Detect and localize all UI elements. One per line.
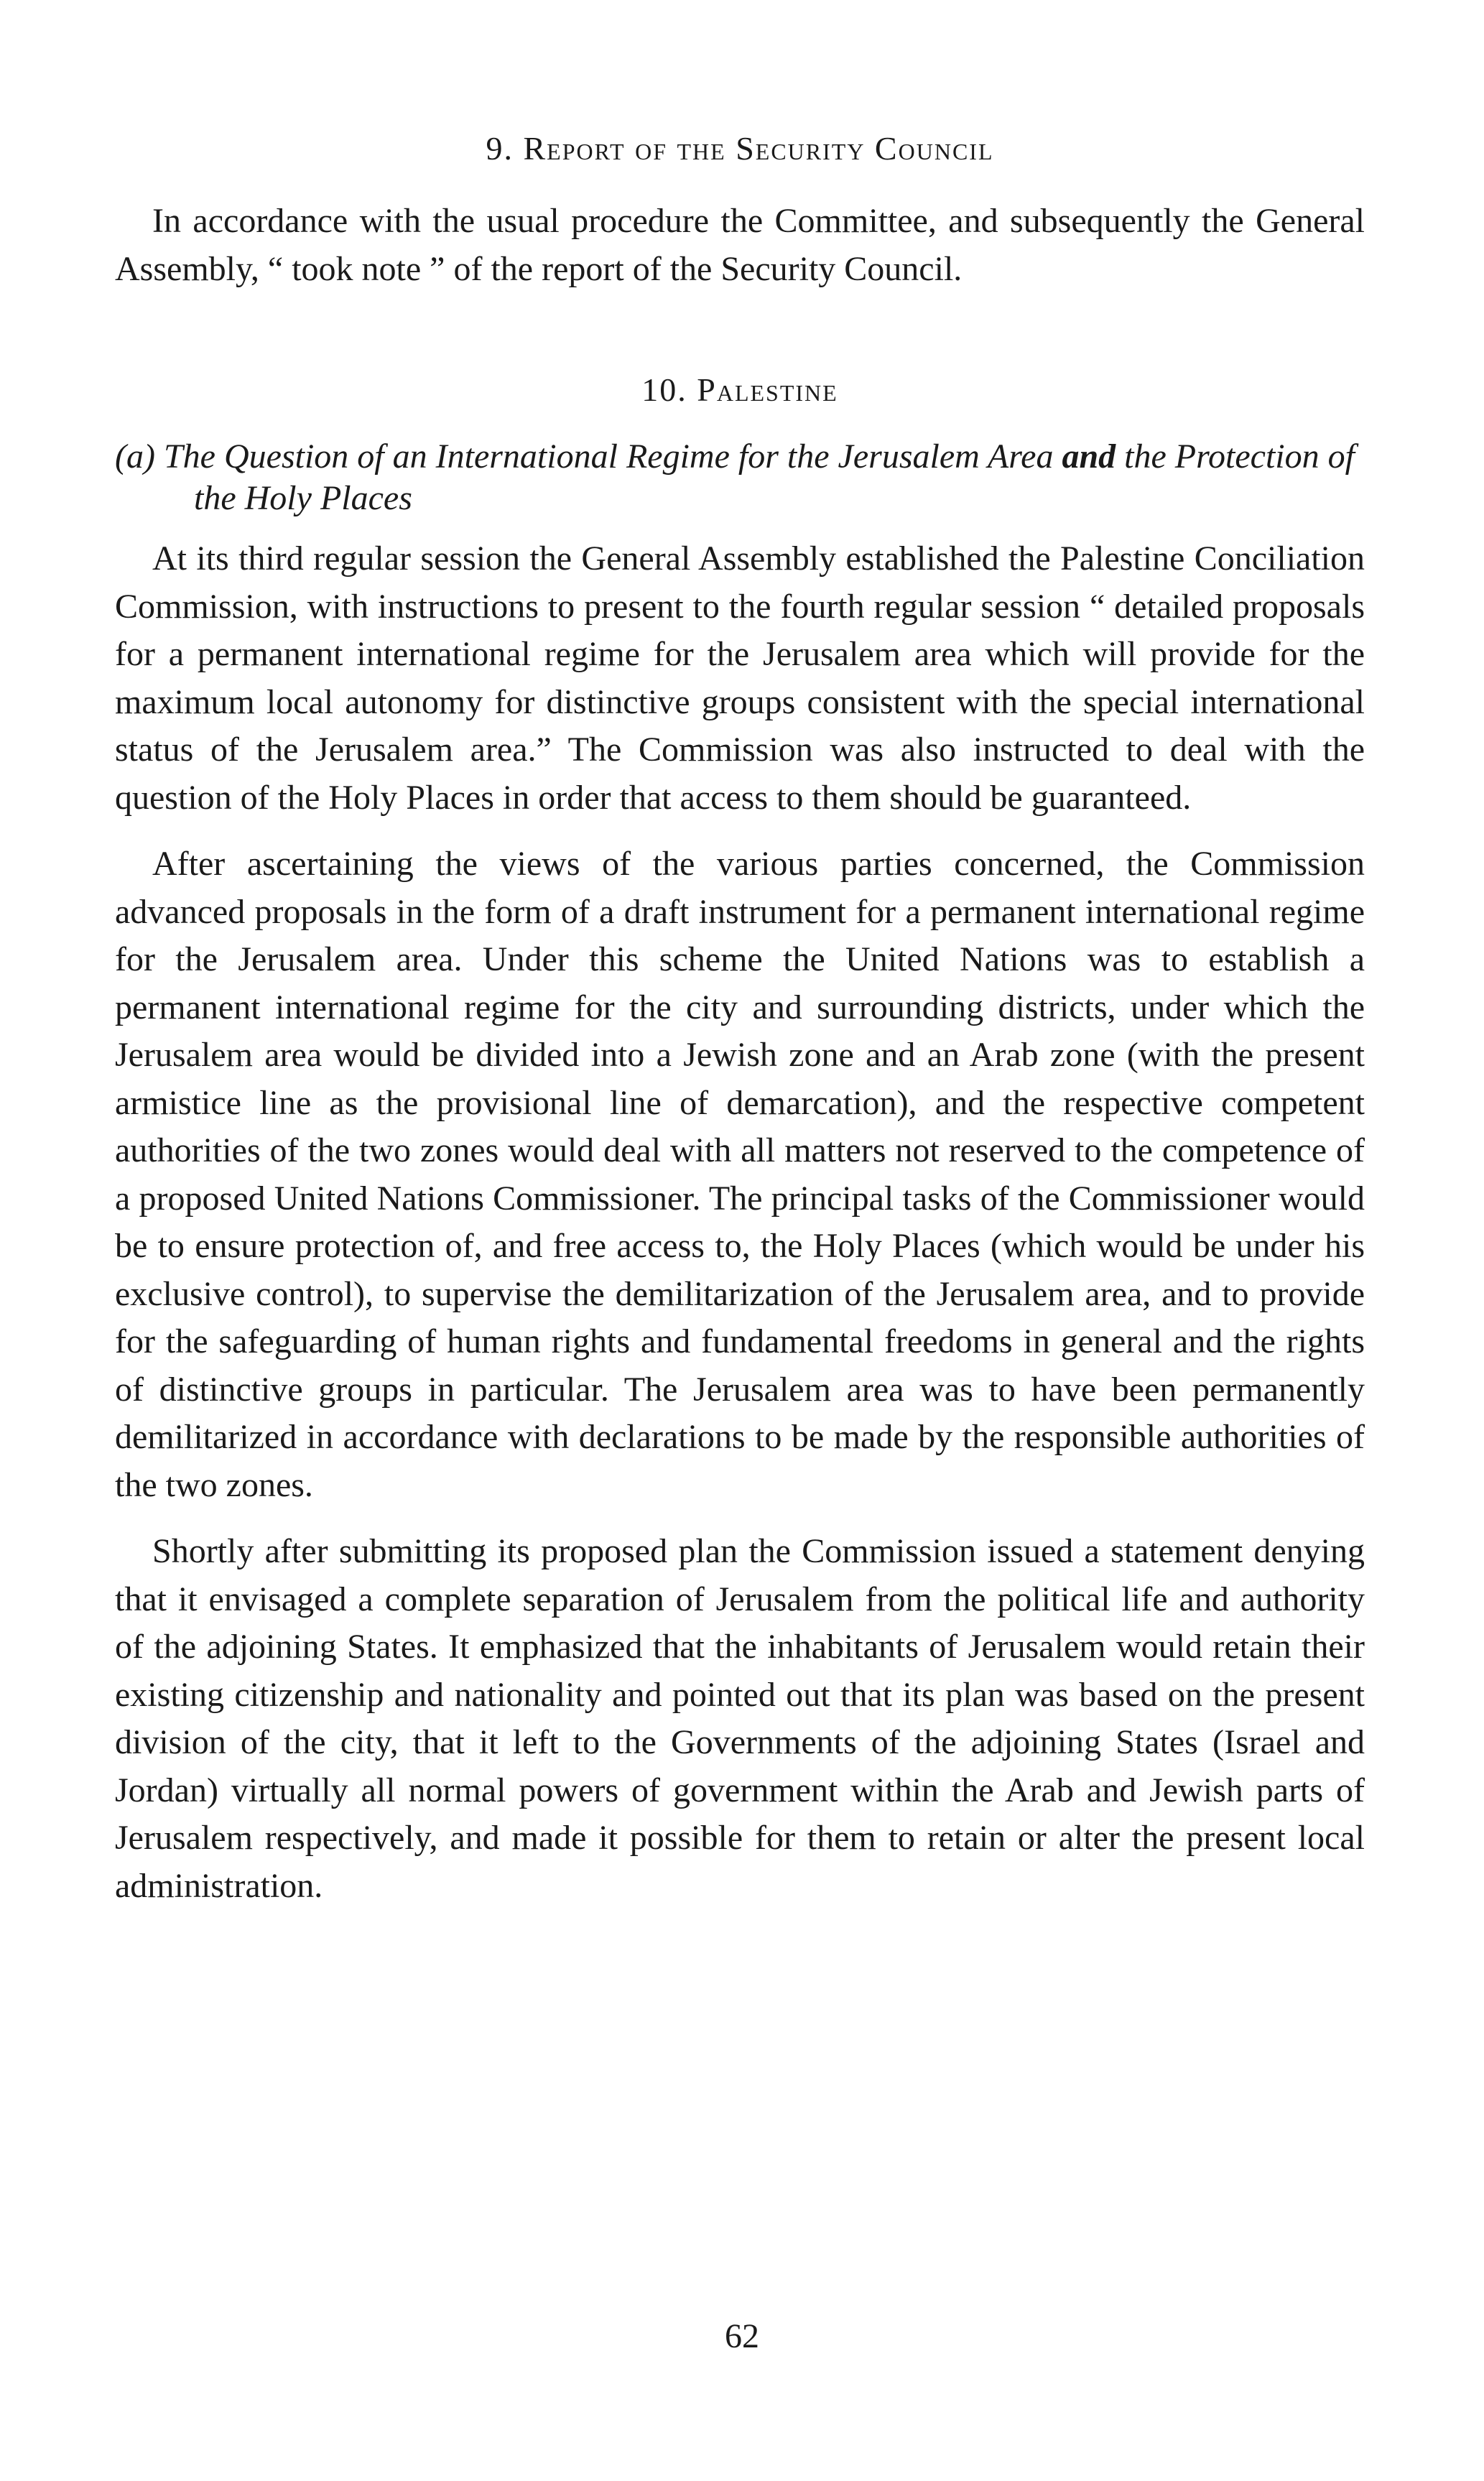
section-title: Palestine — [697, 371, 838, 408]
section-number: 9. — [486, 130, 514, 167]
subsection-title-part1: The Question of an International Regime for the Jerusalem Area — [163, 437, 1054, 476]
document-page — [115, 122, 1365, 1910]
section-heading-palestine — [115, 371, 1365, 409]
body-paragraph: At its third regular session the General Assembly established the Palestine Conciliation Commission, with instructions to present to the fourth regular session “ detailed proposals for a permanent international regime for the Jerusalem area which will provide for the maximum local autonomy for distinctive groups consistent with the special international status of the Jerusalem area.” The Commission was also instructed to deal with the question of the Holy Places in order that access to them should be guaranteed. — [115, 539, 1365, 817]
report-paragraph: In accordance with the usual procedure the Committee, and subsequently the General Assembly, “ took note ” of the report of the Security Council. — [115, 202, 1365, 288]
subsection-heading — [115, 436, 1365, 519]
section-heading-report — [115, 129, 1365, 167]
section-number: 10. — [641, 371, 687, 408]
subsection-label: (a) — [115, 437, 155, 476]
page-number: 62 — [725, 2317, 759, 2355]
body-paragraph: After ascertaining the views of the various parties concerned, the Commission advanced proposals in the form of a draft instrument for a permanent international regime for the Jerusalem area. Under this scheme the United Nations was to establish a permanent international regime for the city and surrounding districts, under which the Jerusalem area would be divided into a Jewish zone and an Arab zone (with the present armistice line as the provisional line of demarcation), and the respective competent authorities of the two zones would deal with all matters not reserved to the competence of a proposed United Nations Commissioner. The principal tasks of the Commissioner would be to ensure protection of, and free access to, the Holy Places (which would be under his exclusive control), to supervise the demilitarization of the Jerusalem area, and to provide for the safeguarding of human rights and fundamental freedoms in general and the rights of distinctive groups in particular. The Jerusalem area was to have been permanently demilitarized in accordance with declarations to be made by the responsible authorities of the two zones. — [115, 845, 1365, 1504]
section-title: Report of the Security Council — [523, 130, 994, 167]
subsection-title-part2: the Protection of the Holy Places — [194, 437, 1355, 517]
body-paragraph: Shortly after submitting its proposed plan the Commission issued a statement denying that it envisaged a complete separation of Jerusalem from the political life and authority of the adjoining States. It emphasized that the inhabitants of Jerusalem would retain their existing citizenship and nationality and pointed out that its plan was based on the present division of the city, that it left to the Governments of the adjoining States (Israel and Jordan) virtually all normal powers of government within the Arab and Jewish parts of Jerusalem respectively, and made it possible for them to retain or alter the present local administration. — [115, 1532, 1365, 1905]
subsection-title-and: and — [1062, 437, 1116, 476]
